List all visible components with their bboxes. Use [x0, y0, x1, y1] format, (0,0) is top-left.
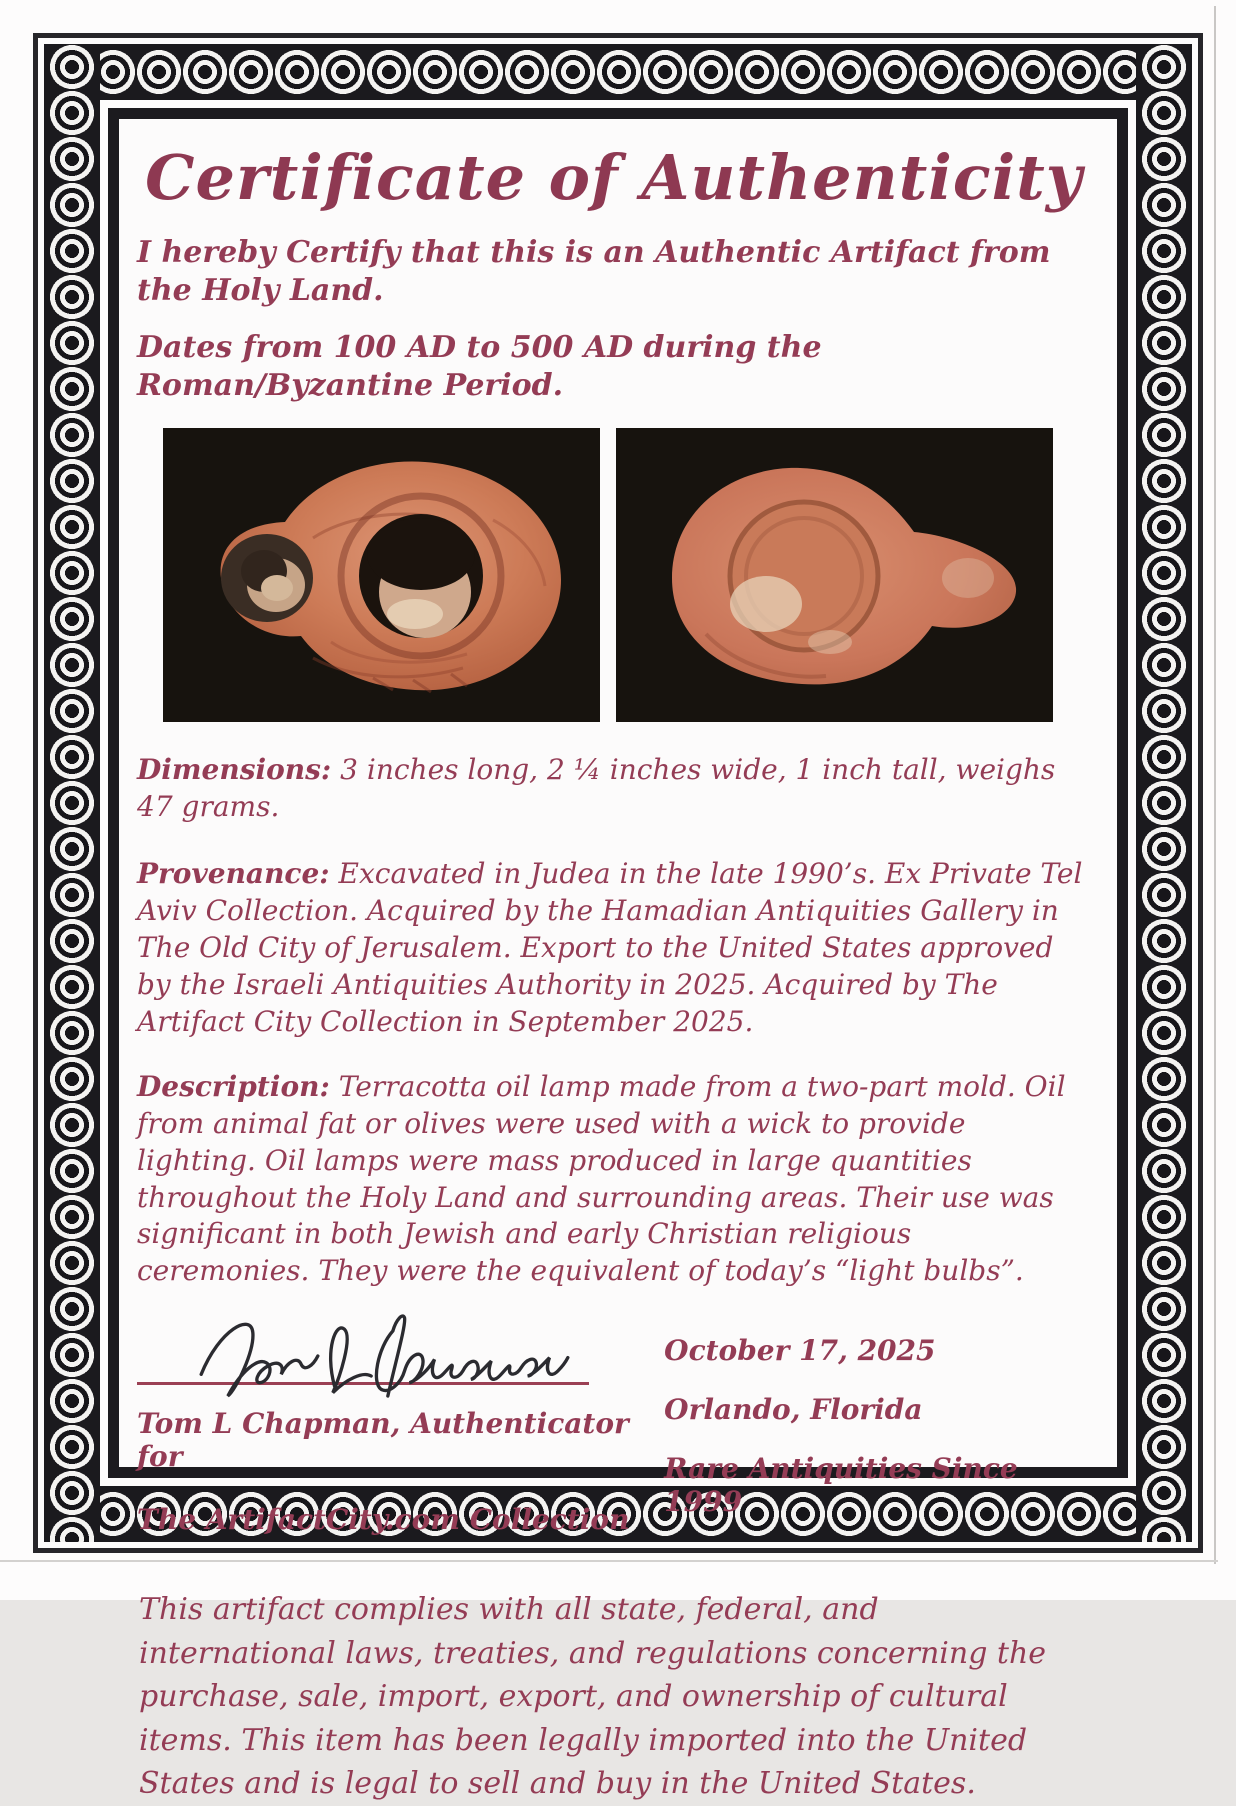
certificate-title: Certificate of Authenticity: [145, 141, 1083, 214]
certificate-location: Orlando, Florida: [664, 1393, 923, 1427]
description-label: Description:: [137, 1069, 330, 1103]
dimensions-text: 3 inches long, 2 ¼ inches wide, 1 inch tall, weighs 47 grams.: [137, 753, 1056, 823]
dating-statement: Dates from 100 AD to 500 AD during the Roman/Byzantine Period.: [137, 330, 822, 403]
oil-lamp-bottom-view-photo: [616, 428, 1053, 722]
authenticator-name: Tom L Chapman, Authenticator for: [137, 1407, 629, 1474]
dimensions-paragraph: [137, 752, 1089, 826]
decorative-circle-border-right: [1136, 44, 1192, 1542]
provenance-label: Provenance:: [137, 856, 330, 890]
collection-name: The ArtifactCity.com Collection: [137, 1503, 630, 1537]
provenance-paragraph: [137, 856, 1089, 1041]
legal-compliance-paragraph: This artifact complies with all state, federal, and international laws, treaties, and regulations concerning the purchase, sale, import, export, and ownership of cultural items. This item has been legally imported into the United States and is legal to sell and buy in the United States.: [139, 1592, 1047, 1802]
signature-column: [137, 1306, 664, 1536]
signature-block: [137, 1306, 1091, 1536]
artifact-photos: [163, 428, 1091, 722]
scan-edge-line: [0, 1560, 1218, 1562]
description-paragraph: [137, 1069, 1089, 1291]
decorative-circle-border-top: [44, 44, 1192, 100]
description-text: Terracotta oil lamp made from a two-part mold. Oil from animal fat or olives were used with a wick to provide lighting. Oil lamps were mass produced in large quantities throughout the Holy Land and surrounding areas. Their use was significant in both Jewish and early Christian religious ceremonies. They were the equivalent of today’s “light bulbs”.: [137, 1069, 1066, 1288]
certify-statement: I hereby Certify that this is an Authentic Artifact from the Holy Land.: [137, 235, 1051, 308]
decorative-circle-border-left: [44, 44, 100, 1542]
provenance-text: Excavated in Judea in the late 1990’s. Ex Private Tel Aviv Collection. Acquired by the Hamadian Antiquities Gallery in The Old City of Jerusalem. Export to the United States approved by the Israeli Antiquities Authority in 2025. Acquired by The Artifact City Collection in September 2025.: [137, 856, 1083, 1038]
handwritten-signature: [147, 1306, 617, 1406]
signature-meta-column: [664, 1306, 1091, 1536]
signature-underline: [137, 1382, 589, 1385]
oil-lamp-top-view-photo: [163, 428, 600, 722]
dimensions-label: Dimensions:: [137, 753, 332, 786]
certificate-date: October 17, 2025: [664, 1334, 936, 1368]
certificate-content: [119, 119, 1117, 1802]
scan-edge-line: [1214, 6, 1216, 1564]
company-tagline: Rare Antiquities Since 1999: [664, 1452, 1018, 1519]
